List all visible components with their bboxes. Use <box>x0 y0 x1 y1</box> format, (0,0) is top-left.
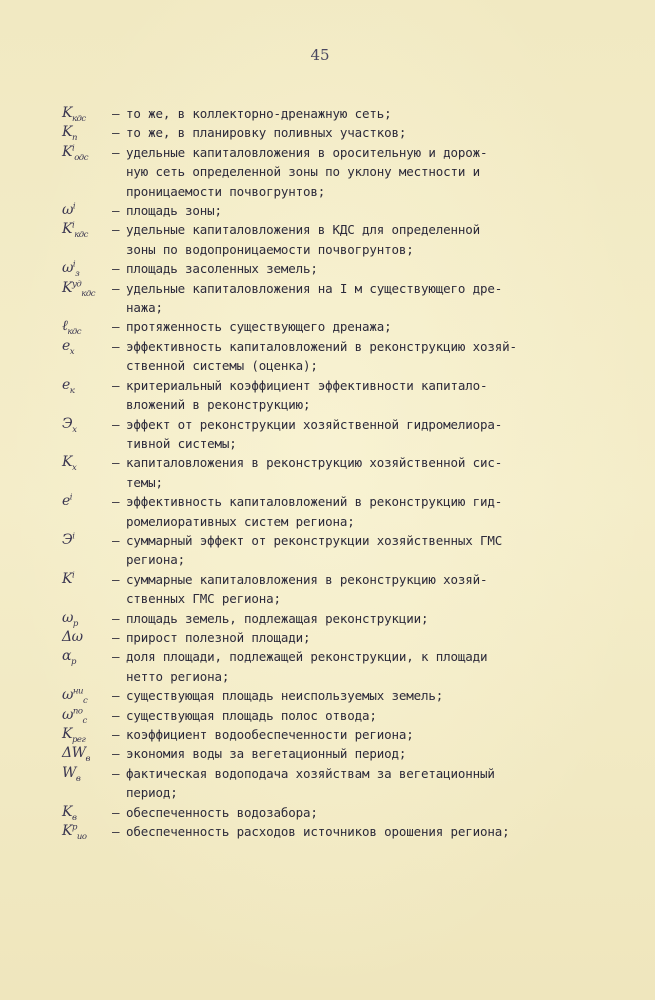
definition-text: капиталовложения в реконструкцию хозяйственной сис- темы; <box>126 455 503 490</box>
definition-symbol: $Э^i$ <box>62 531 75 548</box>
definition-text: удельные капиталовложения в оросительную и дорож- ную сеть определенной зоны по уклону местности и проницаемости почвогрунтов; <box>126 144 488 199</box>
definition-text: удельные капиталовложения в КДС для определенной зоны по водопроницаемости почвогрунтов; <box>126 222 481 257</box>
definition-symbol: $K^р_{ио}$ <box>62 822 87 842</box>
definition-item: $\omega_р$ – площадь земель, подлежащая реконструкции; <box>62 609 642 628</box>
definition-item: $e^i$ – эффективность капиталовложений в реконструкцию гид- ромелиоративных систем региона; <box>62 492 642 531</box>
definition-symbol: $K^{уд}_{кдс}$ <box>62 279 96 299</box>
definition-item: $Э^i$ – суммарный эффект от реконструкции хозяйственных ГМС региона; <box>62 531 642 570</box>
definition-symbol: $\Delta W_в$ <box>62 745 90 765</box>
definition-text: то же, в коллекторно-дренажную сеть; <box>126 106 392 121</box>
definitions-list <box>62 104 642 841</box>
definition-item: $K^р_{ио}$ – обеспеченность расходов источников орошения региона; <box>62 822 642 841</box>
definition-text: эффективность капиталовложений в реконструкцию хозяй- ственной системы (оценка); <box>126 338 517 374</box>
definition-item: $\alpha_р$ – доля площади, подлежащей реконструкции, к площади нетто региона; <box>62 647 642 686</box>
definition-item: $K^i$ – суммарные капиталовложения в реконструкцию хозяй- ственных ГМС региона; <box>62 570 642 609</box>
definition-item: $\omega^i$ – площадь зоны; <box>62 201 642 220</box>
page-number: 45 <box>310 46 330 64</box>
definition-symbol: $\omega_р$ <box>62 609 78 629</box>
definition-symbol: $\omega^{по}_с$ <box>62 705 87 726</box>
definition-symbol: $K_в$ <box>62 803 77 823</box>
definition-symbol: $e_к$ <box>62 376 75 396</box>
definition-text: существующая площадь полос отвода; <box>126 707 377 723</box>
definition-item: $\omega^i_з$ – площадь засоленных земель; <box>62 259 642 278</box>
definition-item: $e_x$ – эффективность капиталовложений в реконструкцию хозяй- ственной системы (оценка); <box>62 337 642 376</box>
definition-text: эффект от реконструкции хозяйственной гидромелиора- тивной системы; <box>126 416 503 451</box>
definition-text: критериальный коэффициент эффективности капитало- вложений в реконструкцию; <box>126 377 488 413</box>
definition-item: $Э_x$ – эффект от реконструкции хозяйственной гидромелиора- тивной системы; <box>62 415 642 454</box>
definition-text: удельные капиталовложения на I м существующего дре- нажа; <box>126 280 503 316</box>
definition-text: коэффициент водообеспеченности региона; <box>126 727 414 742</box>
definition-item: $K_п$ – то же, в планировку поливных участков; <box>62 123 642 142</box>
definition-item: $K^i_{кдс}$ – удельные капиталовложения в КДС для определенной зоны по водопроницаемости почвогрунтов; <box>62 220 642 259</box>
definition-text: экономия воды за вегетационный период; <box>126 746 407 762</box>
definition-symbol: ℓ$_{кдс}$ <box>62 318 82 338</box>
definition-item: ℓ$_{кдс}$ – протяженность существующего дренажа; <box>62 317 642 336</box>
definition-symbol: $e^i$ <box>62 492 73 510</box>
definition-item: $\omega^{по}_с$ – существующая площадь полос отвода; <box>62 706 642 725</box>
definition-symbol: $K_{кдс}$ <box>62 105 86 124</box>
definition-symbol: $K_п$ <box>62 124 77 144</box>
definition-text: то же, в планировку поливных участков; <box>126 125 407 141</box>
definition-symbol: $W_в$ <box>62 764 81 784</box>
definition-text: площадь зоны; <box>126 203 222 219</box>
definition-symbol: Δω <box>62 628 83 645</box>
definition-item: $e_к$ – критериальный коэффициент эффективности капитало- вложений в реконструкцию; <box>62 376 642 415</box>
definition-item: $K_{кдс}$ – то же, в коллекторно-дренажную сеть; <box>62 104 642 123</box>
definition-symbol: $\omega^{ни}_с$ <box>62 686 88 706</box>
definition-text: существующая площадь неиспользуемых земель; <box>126 688 444 704</box>
definition-item: $K^{уд}_{кдс}$ – удельные капиталовложения на I м существующего дре- нажа; <box>62 279 642 318</box>
definition-item: $\Delta W_в$ – экономия воды за вегетационный период; <box>62 744 642 763</box>
definition-text: эффективность капиталовложений в реконструкцию гид- ромелиоративных систем региона; <box>126 494 503 529</box>
definition-symbol: $K^i_{кдс}$ <box>62 220 88 241</box>
definition-symbol: $K^i_{одс}$ <box>62 143 88 163</box>
definition-item: Δω – прирост полезной площади; <box>62 628 642 647</box>
definition-text: доля площади, подлежащей реконструкции, к площади нетто региона; <box>126 649 488 684</box>
definition-text: протяженность существующего дренажа; <box>126 319 392 335</box>
definition-symbol: $\alpha_р$ <box>62 648 76 668</box>
definition-item: $K_в$ – обеспеченность водозабора; <box>62 803 642 822</box>
definition-item: $\omega^{ни}_с$ – существующая площадь неиспользуемых земель; <box>62 686 642 705</box>
definition-text: площадь земель, подлежащая реконструкции; <box>126 610 429 626</box>
definition-text: суммарные капиталовложения в реконструкцию хозяй- ственных ГМС региона; <box>126 571 488 607</box>
definition-item: $K^i_{одс}$ – удельные капиталовложения в оросительную и дорож- ную сеть определенной зоны по уклону местности и проницаемости почвогрунтов; <box>62 143 642 201</box>
definition-text: обеспеченность расходов источников орошения региона; <box>126 824 510 840</box>
definition-text: суммарный эффект от реконструкции хозяйственных ГМС региона; <box>126 532 503 568</box>
definition-symbol: $Э_x$ <box>62 415 77 435</box>
definition-symbol: $K^i$ <box>62 570 75 587</box>
definition-item: $K_x$ – капиталовложения в реконструкцию хозяйственной сис- темы; <box>62 453 642 492</box>
definition-text: площадь засоленных земель; <box>126 261 318 277</box>
definition-symbol: $K_{рег}$ <box>62 726 86 745</box>
definition-item: $K_{рег}$ – коэффициент водообеспеченности региона; <box>62 725 642 744</box>
definition-symbol: $K_x$ <box>62 454 77 474</box>
definition-text: фактическая водоподача хозяйствам за вегетационный период; <box>126 765 495 801</box>
definition-text: обеспеченность водозабора; <box>126 804 318 820</box>
definition-symbol: $\omega^i_з$ <box>62 259 80 280</box>
definition-symbol: $\omega^i$ <box>62 201 76 219</box>
definition-item: $W_в$ – фактическая водоподача хозяйствам за вегетационный период; <box>62 764 642 803</box>
definition-symbol: $e_x$ <box>62 337 75 357</box>
definition-text: прирост полезной площади; <box>126 629 311 645</box>
